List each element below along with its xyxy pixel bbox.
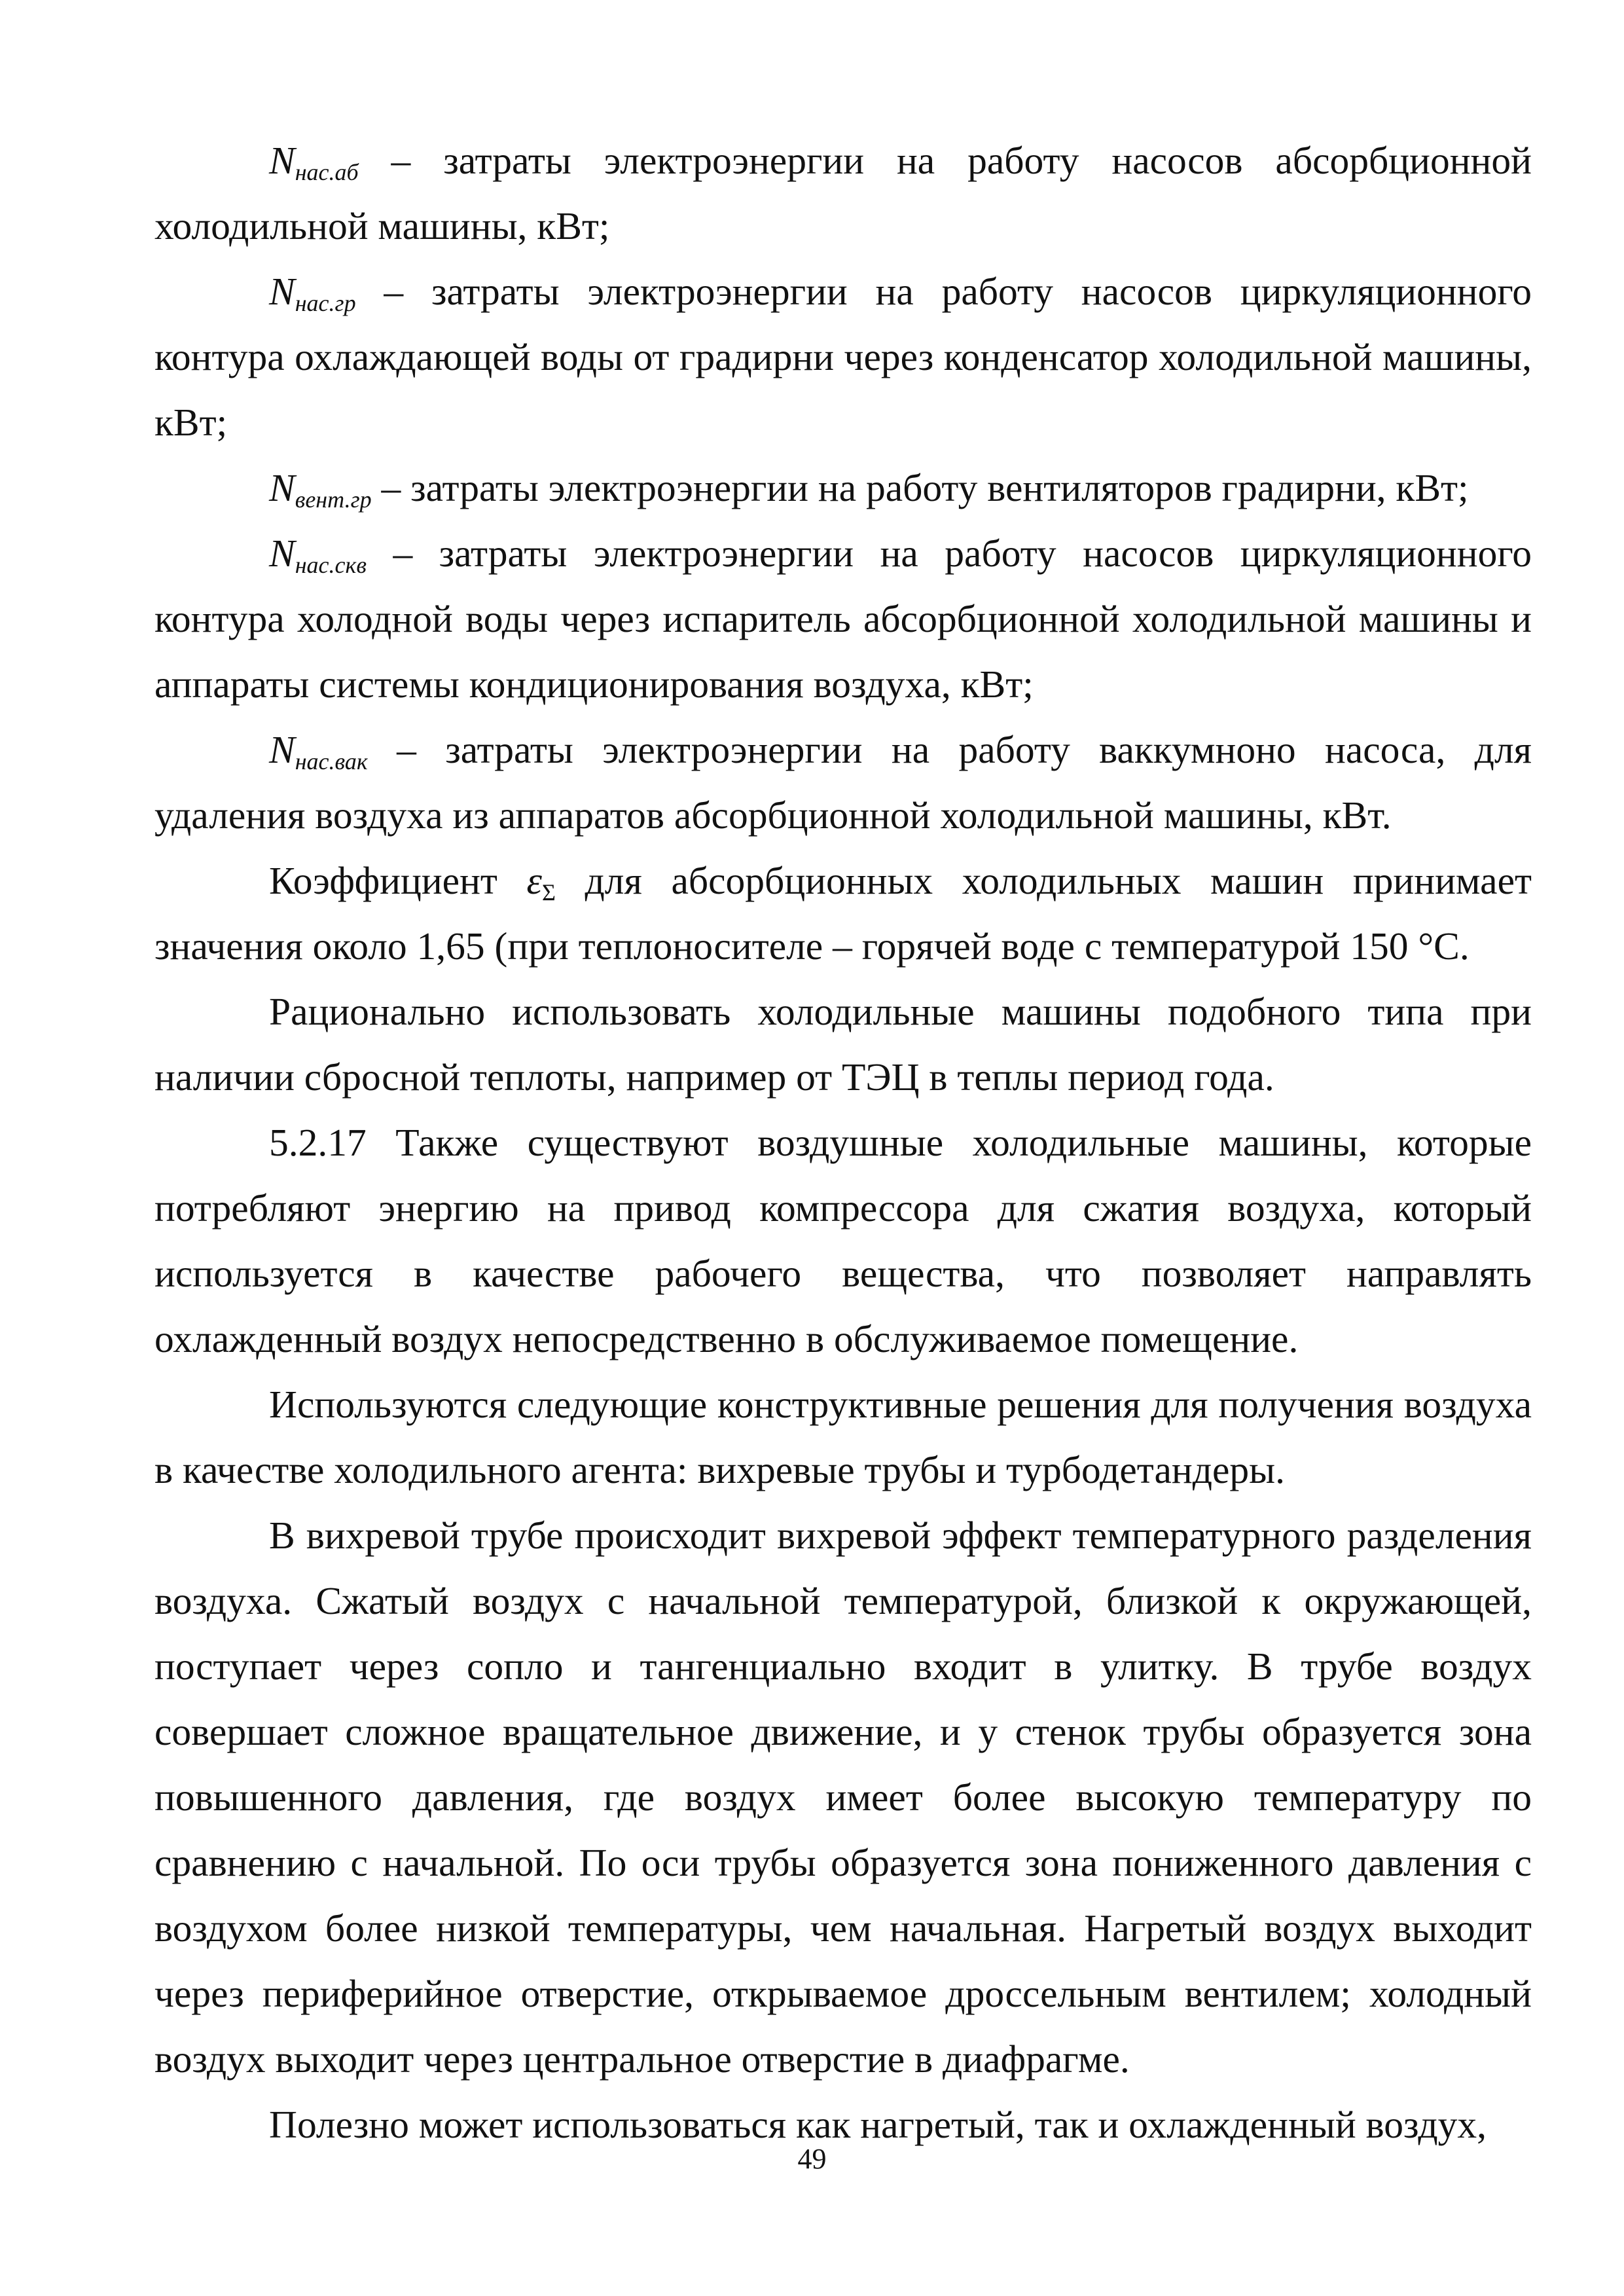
- epsilon-sigma-symbol: $\varepsilon_\Sigma$: [526, 859, 556, 905]
- paragraph-vortex-tube: В вихревой трубе происходит вихревой эффект температурного разделения воздуха. Сжатый воздух с начальной температурой, близкой к окружающей, поступает через сопло и тангенциально входит в улитку. В трубе воздух совершает сложное вращательное движение, и у стенок трубы образуется зона повышенного давления, где воздух имеет более высокую температуру по сравнению с начальной. По оси трубы образуется зона пониженного давления с воздухом более низкой температуры, чем начальная. Нагретый воздух выходит через периферийное отверстие, открываемое дроссельным вентилем; холодный воздух выходит через центральное отверстие в диафрагме.: [154, 1514, 1532, 2081]
- symbol: $N_{вент.гр}$: [269, 466, 372, 513]
- definition-n-nas-vak: $N_{нас.вак}$ – затраты электроэнергии на работу ваккумноно насоса, для удаления воздуха из аппаратов абсорбционной холодильной машины, кВт.: [154, 728, 1532, 837]
- page-number: 49: [797, 2143, 827, 2175]
- definition-n-nas-skv: $N_{нас.скв}$ – затраты электроэнергии на работу насосов циркуляционного контура холодной воды через испаритель абсорбционной холодильной машины и аппараты системы кондиционирования воздуха, кВт;: [154, 532, 1532, 706]
- paragraph-5-2-17: 5.2.17 Также существуют воздушные холодильные машины, которые потребляют энергию на привод компрессора для сжатия воздуха, который используется в качестве рабочего вещества, что позволяет направлять охлажденный воздух непосредственно в обслуживаемое помещение.: [154, 1121, 1532, 1360]
- symbol: $N_{нас.гр}$: [269, 270, 356, 316]
- symbol: $N_{нас.вак}$: [269, 728, 368, 774]
- document-page: [154, 128, 1532, 2157]
- definition-n-nas-gr: $N_{нас.гр}$ – затраты электроэнергии на работу насосов циркуляционного контура охлаждающей воды от градирни через конденсатор холодильной машины, кВт;: [154, 270, 1532, 444]
- paragraph-useful-air: Полезно может использоваться как нагретый, так и охлажденный воздух,: [269, 2103, 1487, 2146]
- symbol: $N_{нас.скв}$: [269, 532, 367, 578]
- definition-n-vent-gr: $N_{вент.гр}$ – затраты электроэнергии на работу вентиляторов градирни, кВт;: [269, 466, 1469, 513]
- coefficient-paragraph: Коэффициент $\varepsilon_\Sigma$ для абсорбционных холодильных машин принимает значения около 1,65 (при теплоносителе – горячей воде с температурой 150 °С.: [154, 859, 1532, 968]
- paragraph-design-solutions: Используются следующие конструктивные решения для получения воздуха в качестве холодильного агента: вихревые трубы и турбодетандеры.: [154, 1383, 1532, 1491]
- paragraph-rational-use: Рационально использовать холодильные машины подобного типа при наличии сбросной теплоты, например от ТЭЦ в теплы период года.: [154, 990, 1532, 1099]
- symbol: $N_{нас.аб}$: [269, 139, 359, 185]
- definition-n-nas-ab: $N_{нас.аб}$ – затраты электроэнергии на работу насосов абсорбционной холодильной машины, кВт;: [154, 139, 1532, 247]
